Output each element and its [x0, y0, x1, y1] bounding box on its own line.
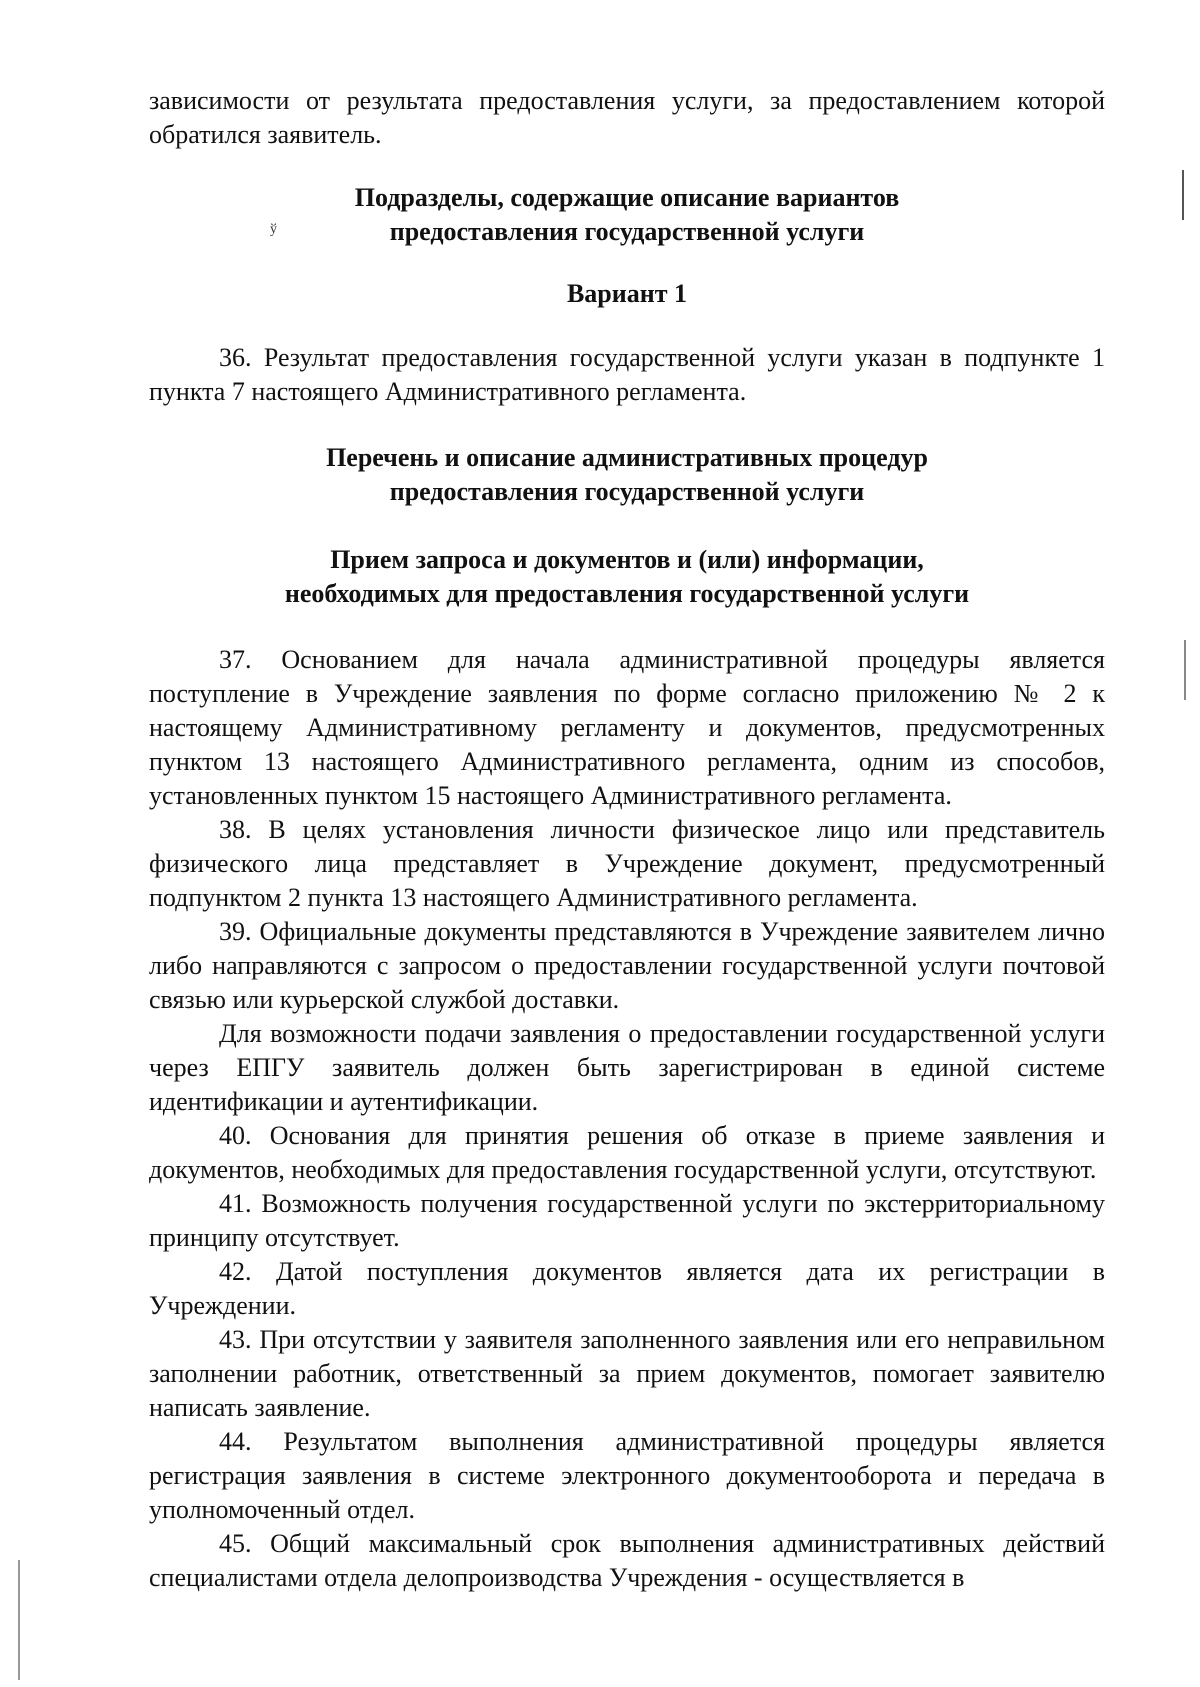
heading-line: Прием запроса и документов и (или) информации, — [330, 545, 924, 574]
document-page — [149, 84, 1105, 1595]
heading-line: необходимых для предоставления государственной услуги — [284, 579, 970, 608]
heading-line: предоставления государственной услуги — [389, 217, 865, 246]
paragraph-38: 38. В целях установления личности физическое лицо или представитель физического лица представляет в Учреждение документ, предусмотренный подпунктом 2 пункта 13 настоящего Административного регламента. — [149, 815, 1105, 912]
intro-paragraph: зависимости от результата предоставления услуги, за предоставлением которой обратился заявитель. — [149, 86, 1105, 149]
heading-line: Подразделы, содержащие описание вариантов — [354, 183, 900, 212]
paragraph-39: 39. Официальные документы представляются в Учреждение заявителем лично либо направляются с запросом о предоставлении государственной услуги почтовой связью или курьерской службой доставки. — [149, 917, 1105, 1014]
heading-line: Перечень и описание административных процедур — [326, 443, 928, 472]
scan-edge-mark — [1184, 640, 1186, 700]
paragraph-43: 43. При отсутствии у заявителя заполненного заявления или его неправильном заполнении работник, ответственный за прием документов, помогает заявителю написать заявление. — [149, 1325, 1105, 1422]
scan-speck: ў — [270, 222, 277, 237]
paragraph-42: 42. Датой поступления документов является дата их регистрации в Учреждении. — [149, 1257, 1105, 1320]
paragraph-36: 36. Результат предоставления государственной услуги указан в подпункте 1 пункта 7 настоящего Административного регламента. — [149, 343, 1105, 406]
paragraph-40: 40. Основания для принятия решения об отказе в приеме заявления и документов, необходимых для предоставления государственной услуги, отсутствуют. — [149, 1121, 1105, 1184]
paragraph-44: 44. Результатом выполнения административной процедуры является регистрация заявления в системе электронного документооборота и передача в уполномоченный отдел. — [149, 1427, 1105, 1524]
variant-heading: Вариант 1 — [566, 279, 688, 308]
paragraph-37: 37. Основанием для начала административной процедуры является поступление в Учреждение заявления по форме согласно приложению № 2 к настоящему Административному регламенту и документов, предусмотренных пунктом 13 настоящего Административного регламента, одним из способов, установленных пунктом 15 настоящего Административного регламента. — [149, 645, 1105, 810]
acceptance-heading — [149, 543, 1105, 611]
scan-edge-mark — [1182, 170, 1184, 220]
procedures-heading — [149, 441, 1105, 509]
heading-line: предоставления государственной услуги — [389, 477, 865, 506]
paragraph-39-continued: Для возможности подачи заявления о предоставлении государственной услуги через ЕПГУ заявитель должен быть зарегистрирован в единой системе идентификации и аутентификации. — [149, 1019, 1105, 1116]
paragraph-41: 41. Возможность получения государственной услуги по экстерриториальному принципу отсутствует. — [149, 1189, 1105, 1252]
paragraph-45: 45. Общий максимальный срок выполнения административных действий специалистами отдела делопроизводства Учреждения - осуществляется в — [149, 1529, 1105, 1592]
subsections-heading — [149, 181, 1105, 249]
scan-edge-mark — [18, 1560, 20, 1680]
